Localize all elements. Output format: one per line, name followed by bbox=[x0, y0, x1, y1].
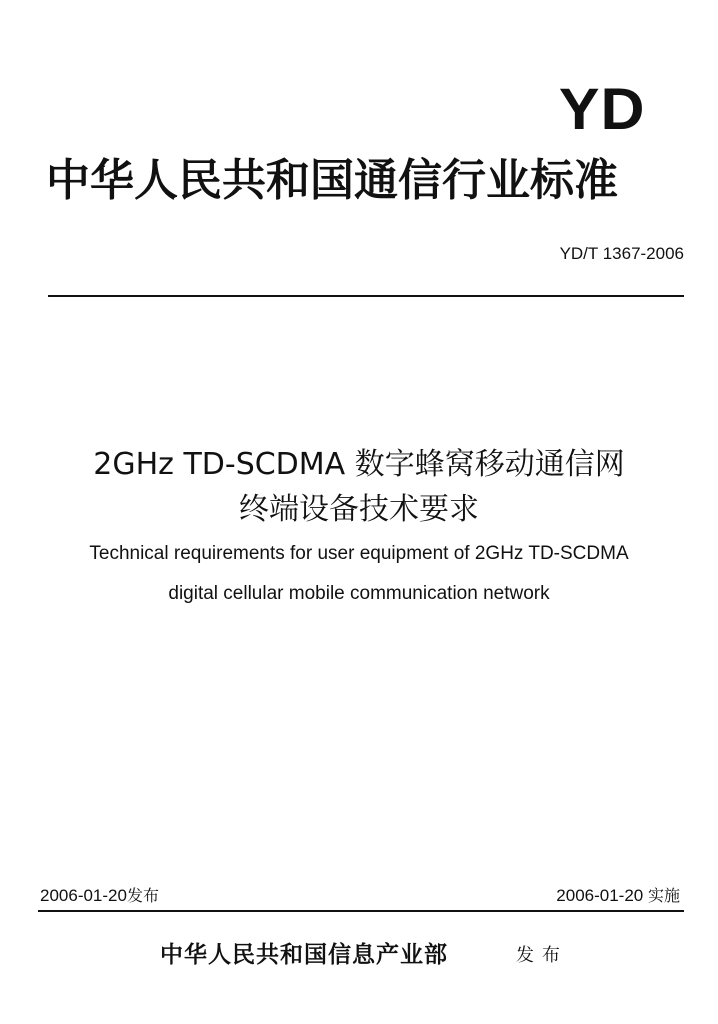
standard-number: YD/T 1367-2006 bbox=[559, 244, 684, 263]
implementation-date-block bbox=[556, 886, 680, 906]
issue-date: 2006-01-20 bbox=[40, 886, 127, 905]
implementation-label: 实施 bbox=[647, 886, 680, 905]
implementation-date: 2006-01-20 bbox=[556, 886, 644, 905]
document-title-cn-line1: 2GHz TD-SCDMA 数字蜂窝移动通信网 bbox=[93, 447, 625, 482]
document-title-en-line1: Technical requirements for user equipment of 2GHz TD-SCDMA bbox=[89, 543, 629, 564]
issue-date-block bbox=[40, 886, 159, 906]
standard-logo: YD bbox=[559, 77, 646, 142]
issue-label: 发布 bbox=[126, 886, 159, 905]
document-title-en-line2: digital cellular mobile communication network bbox=[168, 583, 550, 604]
publisher-name: 中华人民共和国信息产业部 bbox=[160, 941, 448, 968]
bottom-divider bbox=[38, 910, 684, 912]
organization-title: 中华人民共和国通信行业标准 bbox=[46, 155, 618, 206]
publish-label: 发布 bbox=[516, 945, 568, 966]
document-title-cn-line2: 终端设备技术要求 bbox=[239, 492, 479, 527]
top-divider bbox=[48, 295, 684, 297]
